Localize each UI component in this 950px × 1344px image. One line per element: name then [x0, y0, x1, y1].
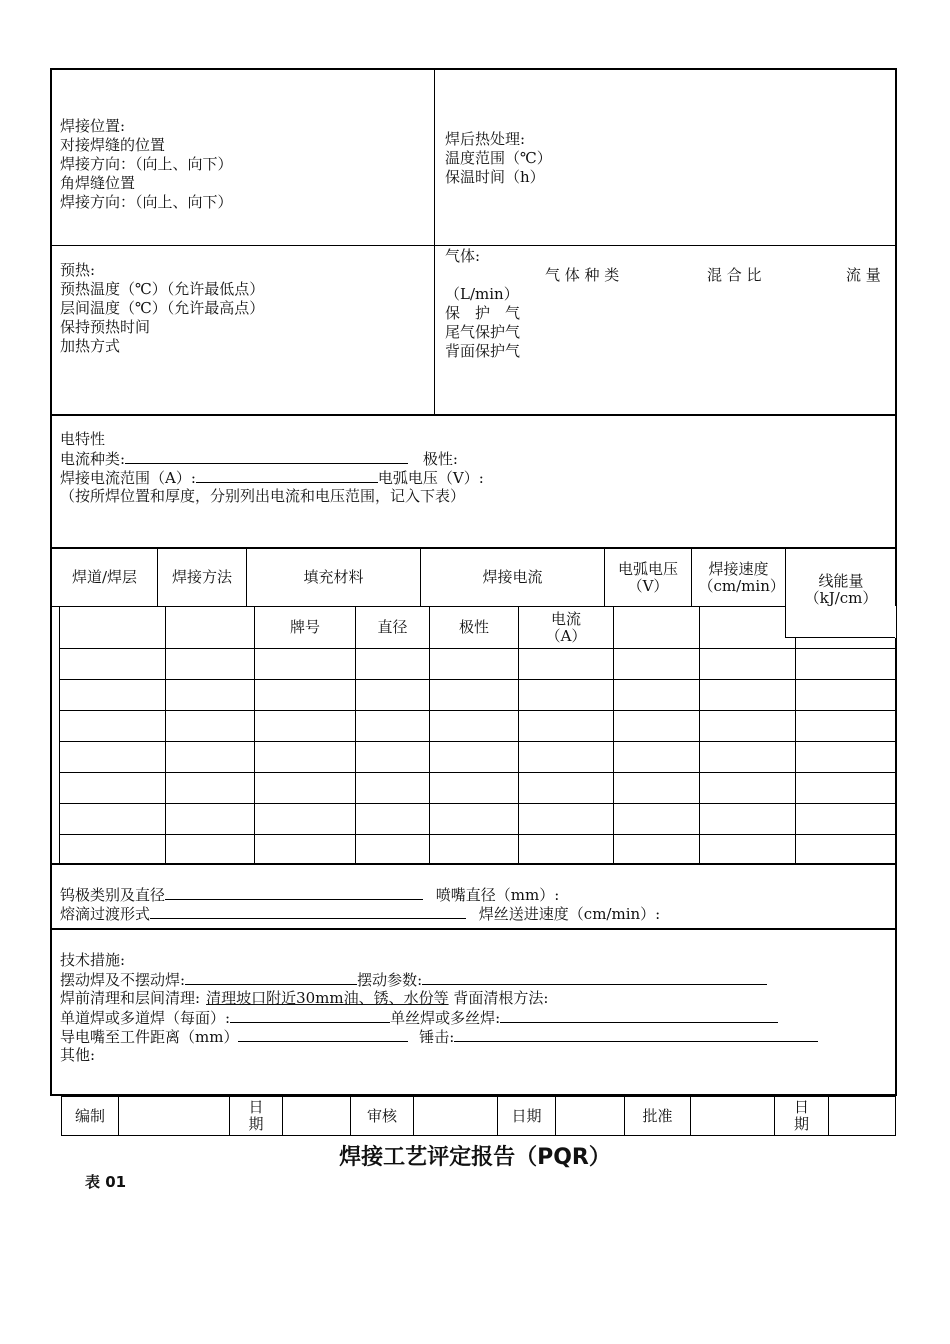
- weave-param-label: 摆动参数:: [357, 971, 423, 989]
- date-label-1: [230, 1097, 282, 1135]
- current-range-field[interactable]: [196, 468, 378, 483]
- preheat-line: 保持预热时间: [60, 318, 151, 336]
- back-gouge-label: 背面清根方法:: [453, 989, 549, 1007]
- divider: [795, 638, 796, 864]
- header-method-text: 焊接方法: [172, 568, 233, 586]
- date-field-2[interactable]: [556, 1097, 624, 1135]
- prepared-label: 编制: [74, 1106, 105, 1125]
- preheat-line: 层间温度（℃）（允许最高点）: [60, 299, 265, 317]
- preheat-section: [60, 261, 264, 356]
- preheat-line: 加热方式: [60, 337, 121, 355]
- peening-field[interactable]: [454, 1027, 818, 1042]
- subheader-diameter: 直径: [377, 618, 408, 636]
- date-label-3-text: 日期: [793, 1098, 809, 1133]
- wire-feed-label: 焊丝送进速度（cm/min）:: [478, 905, 661, 923]
- divider: [434, 69, 435, 415]
- header-voltage-text: 电弧电压（V）: [617, 559, 678, 595]
- position-line: 对接焊缝的位置: [60, 136, 166, 154]
- multi-wire-label: 单丝焊或多丝焊:: [390, 1009, 501, 1027]
- header-speed: [692, 549, 785, 606]
- header-filler: 填充材料: [303, 568, 364, 586]
- current-range-label: 焊接电流范围（A）:: [60, 469, 196, 487]
- date-label-3: [775, 1097, 828, 1135]
- electrical-note: （按所焊位置和厚度，分别列出电流和电压范围，记入下表）: [60, 487, 466, 505]
- pwht-section: [445, 130, 552, 187]
- current-type-field[interactable]: [125, 449, 408, 464]
- cleaning-value[interactable]: 清理坡口附近30mm油、锈、水份等: [206, 989, 449, 1007]
- gas-row-label: 保 护 气: [445, 304, 521, 322]
- technique-line-3: [60, 1008, 778, 1028]
- date-field-3[interactable]: [829, 1097, 895, 1135]
- subheader-amps: [519, 607, 613, 648]
- pwht-line: 保温时间（h）: [445, 168, 545, 186]
- table-row: [59, 772, 896, 773]
- ctwd-field[interactable]: [238, 1027, 408, 1042]
- multi-pass-field[interactable]: [230, 1008, 390, 1023]
- electrical-title: 电特性: [60, 430, 106, 448]
- table-row: [59, 648, 896, 649]
- divider: [165, 606, 166, 864]
- weave-label: 摆动焊及不摆动焊:: [60, 971, 186, 989]
- divider: [51, 245, 896, 246]
- subheader-polarity: 极性: [458, 618, 489, 636]
- reviewed-label: 审核: [366, 1106, 397, 1125]
- transfer-label: 熔滴过渡形式: [60, 905, 151, 923]
- weave-field[interactable]: [185, 970, 357, 985]
- technique-line-2: [60, 989, 548, 1008]
- divider: [51, 928, 896, 930]
- gas-col-type: 气 体 种 类: [545, 266, 620, 284]
- table-row: [59, 741, 896, 742]
- gas-col-ratio: 混 合 比: [707, 266, 762, 284]
- header-method: [158, 549, 246, 606]
- divider: [895, 606, 896, 638]
- ctwd-label: 导电嘴至工件距离（mm）: [60, 1028, 239, 1046]
- gas-row-label: 背面保护气: [445, 342, 521, 360]
- technique-line-4: [60, 1027, 818, 1047]
- position-line: 角焊缝位置: [60, 174, 136, 192]
- table-row: [59, 834, 896, 835]
- peening-label: 锤击:: [419, 1028, 455, 1046]
- header-pass: 焊道/焊层: [71, 568, 138, 586]
- header-current: 焊接电流: [482, 568, 543, 586]
- cleaning-label: 焊前清理和层间清理:: [60, 989, 201, 1007]
- table-row: [59, 803, 896, 804]
- other-label: 其他:: [60, 1046, 96, 1064]
- form-number: 表 01: [85, 1173, 127, 1191]
- arc-voltage-label: 电弧电压（V）:: [377, 469, 484, 487]
- pwht-line: 焊后热处理:: [445, 130, 526, 148]
- tungsten-line-2: [60, 904, 660, 924]
- divider: [613, 606, 614, 864]
- technique-title: 技术措施:: [60, 951, 126, 969]
- multi-wire-field[interactable]: [500, 1008, 778, 1023]
- technique-line-1: [60, 970, 767, 990]
- gas-rows: [445, 304, 520, 361]
- header-speed-text: 焊接速度（cm/min）: [698, 559, 785, 595]
- approved-field[interactable]: [691, 1097, 774, 1135]
- divider: [785, 637, 896, 638]
- electrical-line-2: [60, 468, 484, 488]
- document-title: 焊接工艺评定报告（PQR）: [339, 1145, 611, 1170]
- preheat-line: 预热温度（℃）（允许最低点）: [60, 280, 265, 298]
- position-line: 焊接方向：（向上、向下）: [60, 155, 233, 173]
- multi-pass-label: 单道焊或多道焊（每面）:: [60, 1009, 231, 1027]
- prepared-field[interactable]: [119, 1097, 229, 1135]
- pwht-line: 温度范围（℃）: [445, 149, 552, 167]
- nozzle-label: 喷嘴直径（mm）:: [435, 886, 560, 904]
- electrode-label: 钨极类别及直径: [60, 886, 166, 904]
- divider: [699, 606, 700, 864]
- tungsten-line-1: [60, 885, 559, 905]
- position-line: 焊接方向：（向上、向下）: [60, 193, 233, 211]
- gas-flow-unit: （L/min）: [445, 285, 519, 303]
- table-row: [59, 710, 896, 711]
- subheader-amps-text: 电流（A）: [545, 609, 587, 645]
- preheat-line: 预热:: [60, 261, 96, 279]
- electrode-field[interactable]: [165, 885, 423, 900]
- header-voltage: [605, 549, 691, 606]
- gas-row-label: 尾气保护气: [445, 323, 521, 341]
- polarity-label: 极性:: [422, 450, 458, 468]
- position-line: 焊接位置:: [60, 117, 126, 135]
- reviewed-field[interactable]: [414, 1097, 497, 1135]
- table-row: [59, 679, 896, 680]
- divider: [51, 863, 896, 865]
- date-field-1[interactable]: [283, 1097, 350, 1135]
- position-section: [60, 117, 233, 212]
- subheader-brand: 牌号: [289, 618, 320, 636]
- gas-col-flow: 流 量: [846, 266, 881, 284]
- date-label-1-text: 日期: [248, 1098, 264, 1133]
- header-heat-input-text: 线能量（kJ/cm）: [804, 572, 878, 607]
- electrical-line-1: [60, 449, 458, 469]
- transfer-field[interactable]: [150, 904, 466, 919]
- approved-label: 批准: [642, 1106, 673, 1125]
- divider: [51, 414, 896, 416]
- weave-param-field[interactable]: [422, 970, 767, 985]
- current-type-label: 电流种类:: [60, 450, 126, 468]
- date-label-2: 日期: [511, 1106, 542, 1125]
- gas-title: 气体:: [445, 247, 481, 265]
